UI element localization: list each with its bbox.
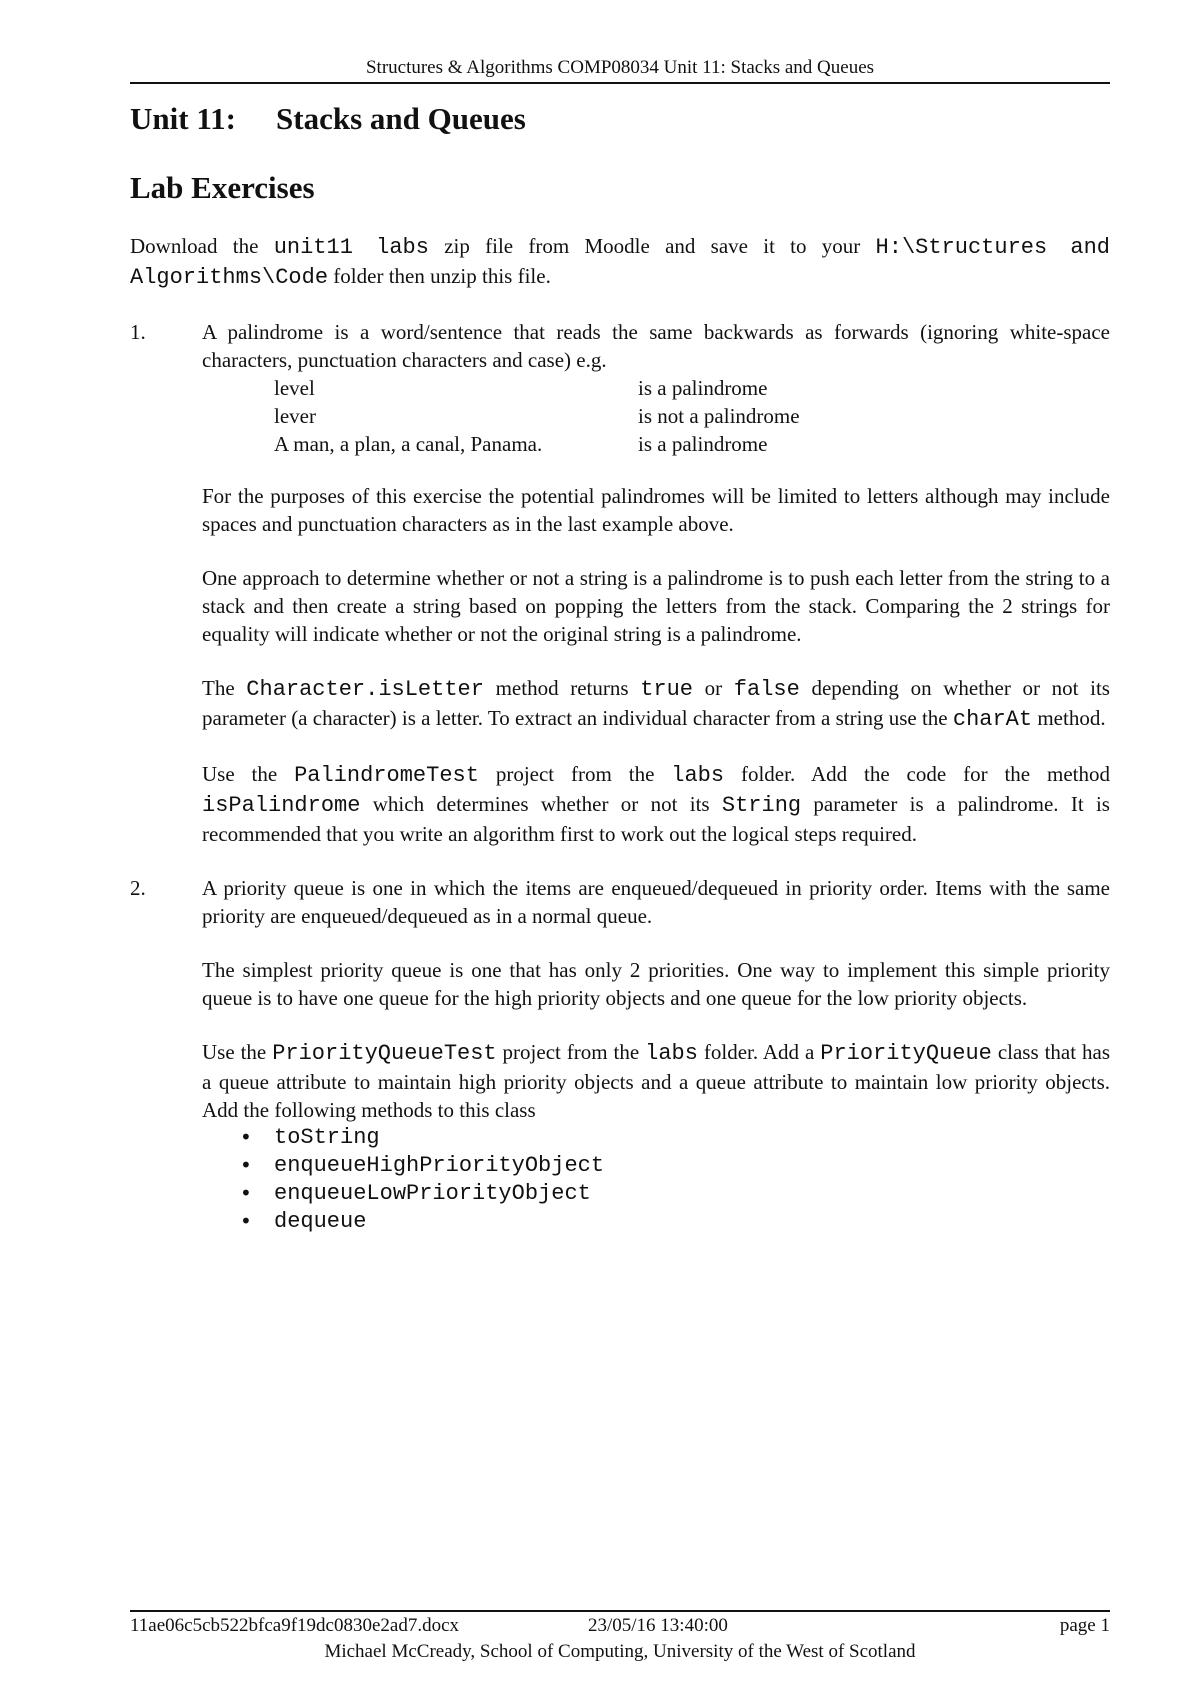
- list-item: [240, 1180, 1110, 1208]
- code-text: PalindromeTest: [294, 763, 479, 788]
- example-text: A man, a plan, a canal, Panama.: [274, 432, 543, 456]
- list-item: [240, 1208, 1110, 1236]
- method-name: enqueueLowPriorityObject: [274, 1181, 591, 1206]
- code-text: false: [733, 677, 800, 702]
- code-text: labs: [671, 763, 725, 788]
- footer-page-number: page 1: [1059, 1615, 1110, 1636]
- bullet-icon: •: [240, 1153, 252, 1177]
- exercise-1-paragraph-4: The Character.isLetter method returns true or false depending on whether or not its parameter (a character) is a letter. To extract an individual character from a string use the charAt method.: [202, 676, 1110, 732]
- document-body: [130, 96, 1110, 1236]
- footer-filename: 11ae06c5cb522bfca9f19dc0830e2ad7.docx: [130, 1615, 460, 1636]
- bullet-icon: •: [240, 1181, 252, 1205]
- unit-label: Unit 11:: [130, 101, 236, 136]
- exercise-2-paragraph-2: The simplest priority queue is one that has only 2 priorities. One way to implement this simple priority queue is to have one queue for the high priority objects and one queue for the low priority objects.: [202, 958, 1110, 1010]
- code-text: PriorityQueueTest: [272, 1041, 497, 1066]
- intro-paragraph: Download the unit11 labs zip file from Moodle and save it to your H:\Structures and Algorithms\Code folder then unzip this file.: [130, 234, 1111, 290]
- page-title: [130, 96, 1110, 142]
- exercise-2-paragraph-3: Use the PriorityQueueTest project from the labs folder. Add a PriorityQueue class that has a queue attribute to maintain high priority objects and a queue attribute to maintain low priority objects. Add the following methods to this class: [202, 1040, 1110, 1122]
- header-rule: [130, 82, 1110, 84]
- code-text: Character.isLetter: [246, 677, 484, 702]
- exercise-1-paragraph-2: For the purposes of this exercise the potential palindromes will be limited to letters although may include spaces and punctuation characters as in the last example above.: [202, 484, 1110, 536]
- section-heading: Lab Exercises: [130, 170, 315, 205]
- code-text: PriorityQueue: [820, 1041, 992, 1066]
- palindrome-examples: [274, 374, 1110, 458]
- unit-name: Stacks and Queues: [276, 101, 526, 136]
- code-text: labs: [645, 1041, 698, 1066]
- method-name: dequeue: [274, 1209, 367, 1234]
- example-result: is not a palindrome: [638, 404, 800, 428]
- example-row: [274, 430, 1110, 458]
- method-list: [202, 1124, 1110, 1236]
- list-item: [240, 1152, 1110, 1180]
- code-text: String: [721, 793, 802, 818]
- exercise-2-paragraph-1: A priority queue is one in which the items are enqueued/dequeued in priority order. Items with the same priority are enqueued/dequeued as in a normal queue.: [202, 876, 1110, 928]
- exercise-number: 2.: [130, 876, 146, 900]
- bullet-icon: •: [240, 1209, 252, 1233]
- exercise-1-paragraph-5: Use the PalindromeTest project from the labs folder. Add the code for the method isPalindrome which determines whether or not its String parameter is a palindrome. It is recommended that you write an algorithm first to work out the logical steps required.: [202, 762, 1110, 846]
- code-text: H:\Structures and Algorithms\Code: [130, 235, 1111, 290]
- exercise-1-paragraph-3: One approach to determine whether or not a string is a palindrome is to push each letter from the string to a stack and then create a string based on popping the letters from the stack. Comparing the 2 strings for equality will indicate whether or not the original string is a palindrome.: [202, 566, 1110, 646]
- exercise-2: [130, 874, 1110, 1236]
- example-text: level: [274, 376, 315, 400]
- code-text: unit11 labs: [273, 235, 429, 260]
- bullet-icon: •: [240, 1125, 252, 1149]
- code-text: true: [640, 677, 693, 702]
- footer-author: Michael McCready, School of Computing, University of the West of Scotland: [324, 1641, 916, 1662]
- footer-rule: [130, 1610, 1110, 1612]
- code-text: isPalindrome: [202, 793, 361, 818]
- code-text: charAt: [952, 707, 1033, 732]
- example-row: [274, 402, 1110, 430]
- example-result: is a palindrome: [638, 432, 768, 456]
- method-name: toString: [274, 1125, 380, 1150]
- exercise-1: [130, 318, 1110, 848]
- method-name: enqueueHighPriorityObject: [274, 1153, 605, 1178]
- example-text: lever: [274, 404, 316, 428]
- list-item: [240, 1124, 1110, 1152]
- running-header: Structures & Algorithms COMP08034 Unit 11: Stacks and Queues: [365, 57, 875, 78]
- example-row: [274, 374, 1110, 402]
- example-result: is a palindrome: [638, 376, 768, 400]
- footer-timestamp: 23/05/16 13:40:00: [588, 1615, 728, 1636]
- exercise-1-paragraph-1: A palindrome is a word/sentence that reads the same backwards as forwards (ignoring white-space characters, punctuation characters and case) e.g.: [202, 320, 1110, 372]
- exercise-number: 1.: [130, 320, 146, 344]
